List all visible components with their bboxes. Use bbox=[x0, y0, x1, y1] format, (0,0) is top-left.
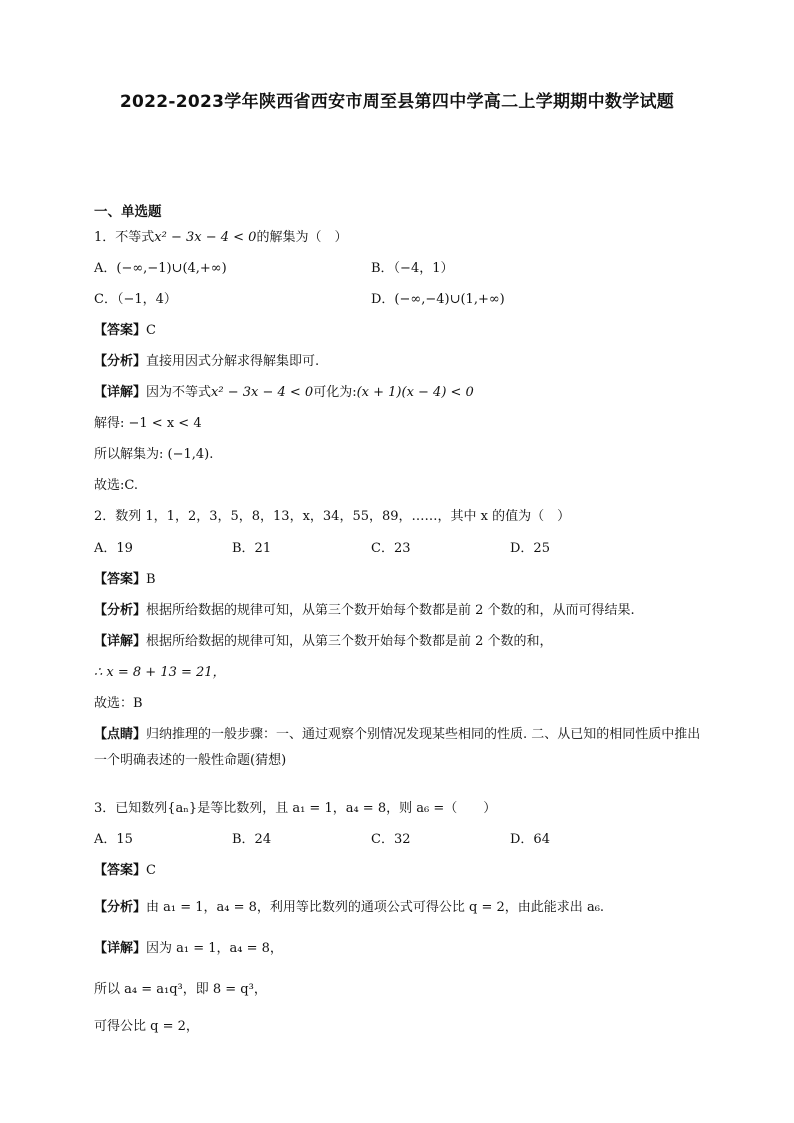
q3-answer-value: C bbox=[146, 863, 156, 878]
answer-tag: 【答案】 bbox=[94, 863, 147, 878]
q2-answer bbox=[94, 571, 156, 589]
detail-tag: 【详解】 bbox=[94, 941, 147, 956]
document-title: 2022-2023学年陕西省西安市周至县第四中学高二上学期期中数学试题 bbox=[119, 92, 675, 112]
q3-step1: 所以 a₄ = a₁q³，即 8 = q³， bbox=[94, 982, 267, 997]
q1-choose: 故选:C. bbox=[94, 478, 138, 493]
q1-stem-pre: 1．不等式 bbox=[94, 230, 155, 245]
q3-analysis bbox=[94, 899, 604, 917]
q2-stem: 2．数列 1，1，2，3，5，8，13，x，34，55，89，……，其中 x 的值为（ ） bbox=[94, 509, 571, 524]
q3-answer bbox=[94, 862, 156, 880]
q2-analysis bbox=[94, 602, 635, 620]
detail-tag: 【详解】 bbox=[94, 385, 147, 400]
q1-detail-math: x² − 3x − 4 < 0 bbox=[211, 385, 314, 400]
q1-analysis bbox=[94, 353, 319, 371]
section-heading: 一、单选题 bbox=[94, 204, 162, 220]
q1-result: 所以解集为: (−1,4). bbox=[94, 447, 214, 462]
q3-analysis-text: 由 a₁ = 1，a₄ = 8，利用等比数列的通项公式可得公比 q = 2，由此能求出 a₆. bbox=[146, 900, 605, 915]
q1-detail-mid: 可化为: bbox=[313, 385, 357, 400]
q2-option-b: B．21 bbox=[232, 541, 272, 556]
q1-option-c: C．（−1，4） bbox=[94, 292, 177, 307]
q1-detail bbox=[94, 384, 474, 402]
q2-choose: 故选：B bbox=[94, 696, 143, 711]
q3-option-c: C．32 bbox=[371, 832, 411, 847]
q3-option-d: D．64 bbox=[510, 832, 550, 847]
q3-detail bbox=[94, 940, 283, 958]
q1-option-a: A．(−∞,−1)∪(4,+∞) bbox=[94, 261, 227, 276]
q2-comment-text: 归纳推理的一般步骤：一、通过观察个别情况发现某些相同的性质. 二、从已知的相同性质中推出一个明确表述的一般性命题(猜想) bbox=[94, 727, 701, 768]
q1-analysis-text: 直接用因式分解求得解集即可. bbox=[146, 354, 320, 369]
q3-step2: 可得公比 q = 2， bbox=[94, 1019, 199, 1034]
detail-tag: 【详解】 bbox=[94, 634, 147, 649]
q2-detail-text: 根据所给数据的规律可知，从第三个数开始每个数都是前 2 个数的和， bbox=[146, 634, 553, 649]
q1-detail-pre: 因为不等式 bbox=[146, 385, 212, 400]
q2-answer-value: B bbox=[146, 572, 156, 587]
q2-option-a: A．19 bbox=[94, 541, 133, 556]
q3-option-a: A．15 bbox=[94, 832, 133, 847]
q1-option-b: B．（−4，1） bbox=[371, 261, 454, 276]
analysis-tag: 【分析】 bbox=[94, 603, 147, 618]
q1-stem-math: x² − 3x − 4 < 0 bbox=[154, 230, 257, 245]
q3-option-b: B．24 bbox=[232, 832, 272, 847]
q2-option-c: C．23 bbox=[371, 541, 411, 556]
q1-option-d: D．(−∞,−4)∪(1,+∞) bbox=[371, 292, 505, 307]
q2-analysis-text: 根据所给数据的规律可知，从第三个数开始每个数都是前 2 个数的和，从而可得结果. bbox=[146, 603, 635, 618]
q3-detail-text: 因为 a₁ = 1，a₄ = 8， bbox=[146, 941, 283, 956]
comment-tag: 【点睛】 bbox=[94, 727, 147, 742]
answer-tag: 【答案】 bbox=[94, 323, 147, 338]
q1-answer-value: C bbox=[146, 323, 156, 338]
analysis-tag: 【分析】 bbox=[94, 900, 147, 915]
q1-answer bbox=[94, 322, 156, 340]
q1-stem bbox=[94, 229, 347, 247]
q2-comment bbox=[94, 722, 706, 774]
q2-calc: ∴ x = 8 + 13 = 21， bbox=[94, 665, 226, 680]
q1-detail-math2: (x + 1)(x − 4) < 0 bbox=[356, 385, 474, 400]
q2-detail bbox=[94, 633, 553, 651]
q3-stem: 3．已知数列{aₙ}是等比数列，且 a₁ = 1，a₄ = 8，则 a₆ =（ ） bbox=[94, 801, 497, 816]
q1-solve: 解得: −1 < x < 4 bbox=[94, 416, 202, 431]
answer-tag: 【答案】 bbox=[94, 572, 147, 587]
q2-option-d: D．25 bbox=[510, 541, 550, 556]
analysis-tag: 【分析】 bbox=[94, 354, 147, 369]
q1-stem-post: 的解集为（ ） bbox=[256, 230, 348, 245]
